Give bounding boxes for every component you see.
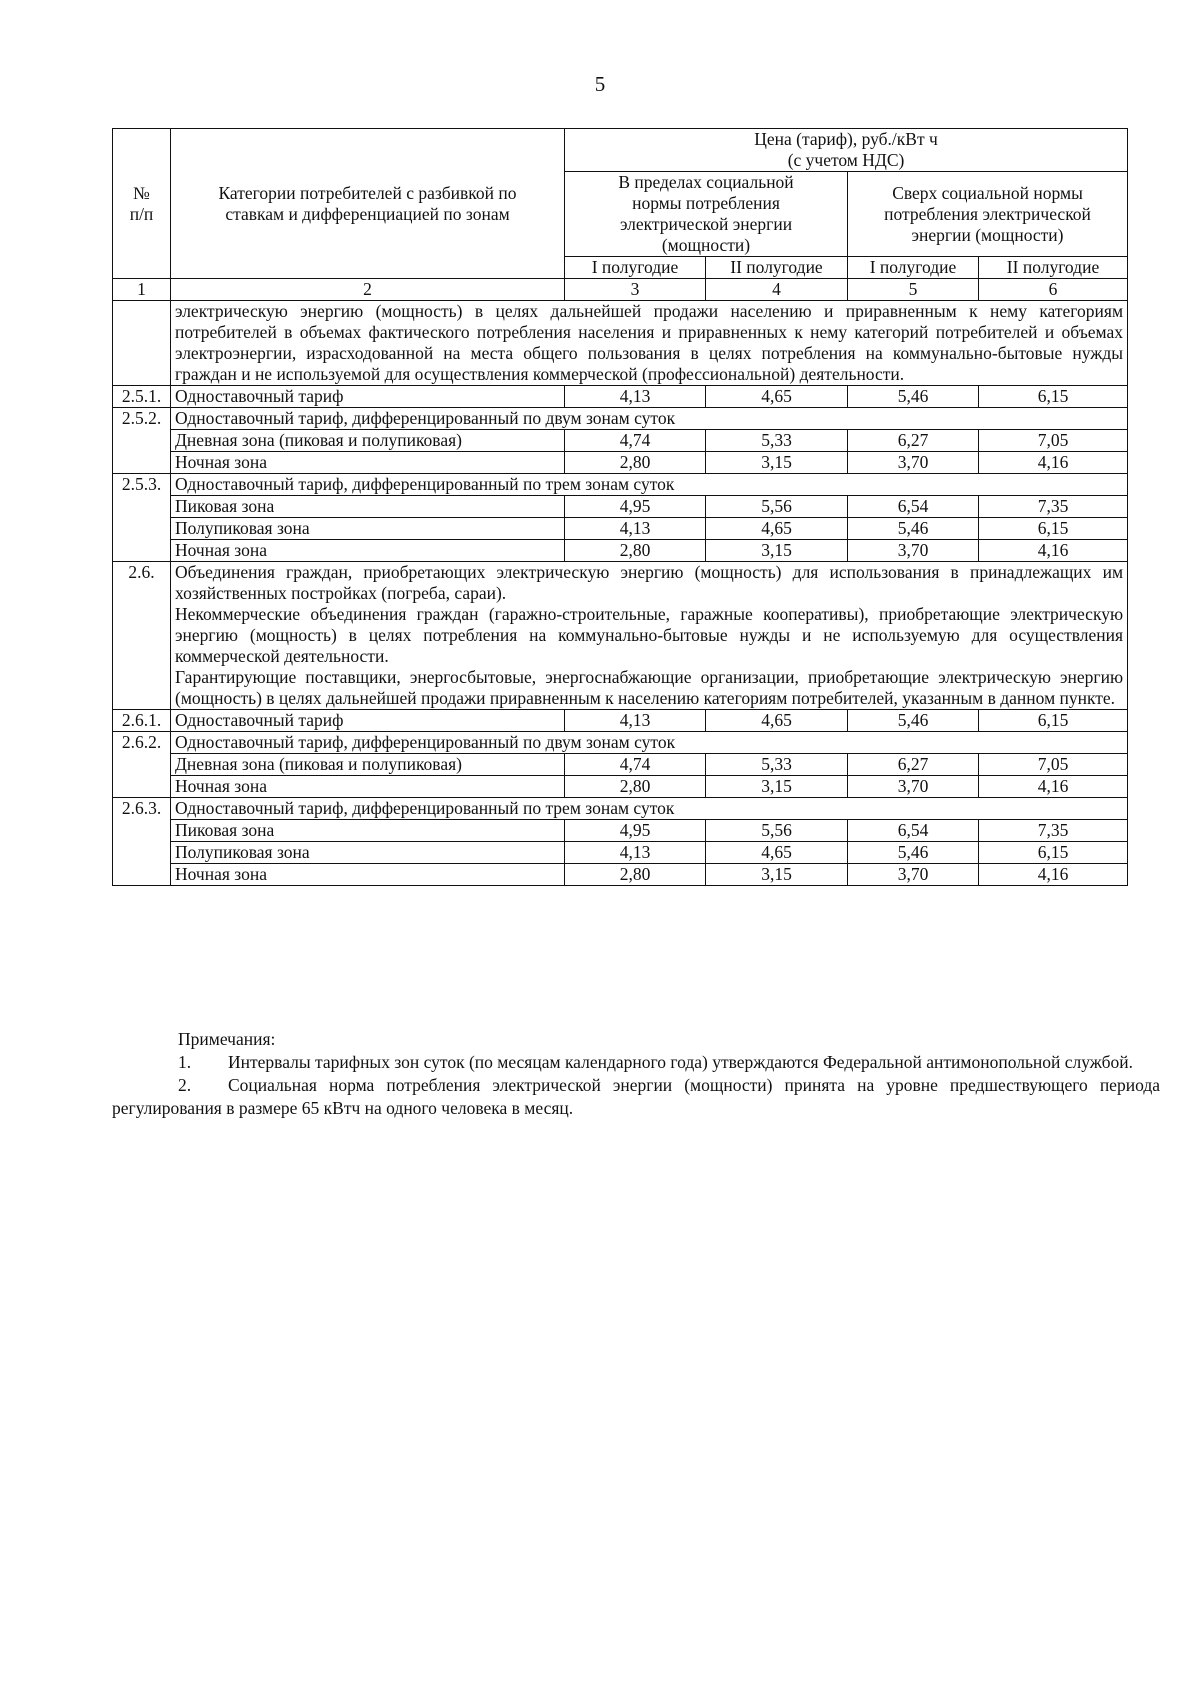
page-number: 5 <box>594 72 606 96</box>
table-row <box>113 842 1128 864</box>
row-group-label: Одноставочный тариф, дифференцированный по двум зонам суток <box>171 408 1128 430</box>
header-half-2: II полугодие <box>706 257 848 279</box>
table-row <box>113 430 1128 452</box>
row-label: Одноставочный тариф <box>171 710 565 732</box>
value-cell: 5,46 <box>848 842 979 864</box>
value-cell: 5,46 <box>848 518 979 540</box>
table-row <box>113 540 1128 562</box>
table-row <box>113 452 1128 474</box>
row-number: 2.6.2. <box>113 732 171 798</box>
table-row <box>113 496 1128 518</box>
value-cell: 7,35 <box>979 496 1128 518</box>
value-cell: 2,80 <box>565 452 706 474</box>
value-cell: 3,70 <box>848 452 979 474</box>
value-cell: 5,56 <box>706 496 848 518</box>
value-cell: 6,54 <box>848 496 979 518</box>
value-cell: 5,46 <box>848 710 979 732</box>
table-row <box>113 798 1128 820</box>
value-cell: 6,54 <box>848 820 979 842</box>
value-cell: 6,15 <box>979 518 1128 540</box>
value-cell: 4,95 <box>565 820 706 842</box>
row-label: Ночная зона <box>171 452 565 474</box>
col-number: 1 <box>113 279 171 301</box>
note-text: Интервалы тарифных зон суток (по месяцам календарного года) утверждаются Федеральной антимонопольной службой. <box>228 1052 1134 1072</box>
row-number: 2.5.2. <box>113 408 171 474</box>
column-numbers-row <box>113 279 1128 301</box>
row-label: Ночная зона <box>171 776 565 798</box>
row-label: Дневная зона (пиковая и полупиковая) <box>171 754 565 776</box>
row-number: 2.5.3. <box>113 474 171 562</box>
row-label: Одноставочный тариф <box>171 386 565 408</box>
col-number: 5 <box>848 279 979 301</box>
tariff-table <box>112 128 1128 886</box>
row-label: Ночная зона <box>171 864 565 886</box>
value-cell: 2,80 <box>565 540 706 562</box>
row-paragraph: Некоммерческие объединения граждан (гаражно-строительные, гаражные кооперативы), приобретающие электрическую энергию (мощность) в целях потребления на коммунально-бытовые нужды и не используемую для осуществления коммерческой деятельности. <box>175 604 1124 666</box>
row-group-label: Одноставочный тариф, дифференцированный по трем зонам суток <box>171 798 1128 820</box>
header-half-3: I полугодие <box>848 257 979 279</box>
value-cell: 6,27 <box>848 754 979 776</box>
col-number: 2 <box>171 279 565 301</box>
value-cell: 5,56 <box>706 820 848 842</box>
value-cell: 4,16 <box>979 452 1128 474</box>
row-group-label: Одноставочный тариф, дифференцированный по трем зонам суток <box>171 474 1128 496</box>
note-item <box>112 1051 1160 1074</box>
value-cell: 4,74 <box>565 430 706 452</box>
value-cell: 3,70 <box>848 776 979 798</box>
table-row <box>113 301 1128 386</box>
value-cell: 5,33 <box>706 754 848 776</box>
value-cell: 3,70 <box>848 540 979 562</box>
table-row <box>113 386 1128 408</box>
value-cell: 4,16 <box>979 540 1128 562</box>
value-cell: 4,13 <box>565 710 706 732</box>
value-cell: 4,65 <box>706 842 848 864</box>
header-category: Категории потребителей с разбивкой по ставкам и дифференциацией по зонам <box>171 129 565 279</box>
value-cell: 3,15 <box>706 776 848 798</box>
row-description: электрическую энергию (мощность) в целях дальнейшей продажи населению и приравненным к нему категориям потребителей в объемах фактического потребления населения и приравненных к нему категорий потребителей и объемах электроэнергии, израсходованной на места общего пользования в целях потребления на коммунально-бытовые нужды граждан и не используемой для осуществления коммерческой (профессиональной) деятельности. <box>171 301 1128 386</box>
value-cell: 4,16 <box>979 864 1128 886</box>
row-group-label: Одноставочный тариф, дифференцированный по двум зонам суток <box>171 732 1128 754</box>
value-cell: 4,13 <box>565 386 706 408</box>
row-label: Полупиковая зона <box>171 842 565 864</box>
row-number: 2.6. <box>113 562 171 710</box>
table-row <box>113 776 1128 798</box>
row-label: Ночная зона <box>171 540 565 562</box>
value-cell: 6,15 <box>979 842 1128 864</box>
value-cell: 6,15 <box>979 386 1128 408</box>
value-cell: 6,15 <box>979 710 1128 732</box>
value-cell: 4,13 <box>565 518 706 540</box>
row-paragraph: Гарантирующие поставщики, энергосбытовые, энергоснабжающие организации, приобретающие электрическую энергию (мощность) в целях дальнейшей продажи приравненным к населению категориям потребителей, указанным в данном пункте. <box>175 667 1124 708</box>
col-number: 4 <box>706 279 848 301</box>
table-row <box>113 474 1128 496</box>
header-row <box>113 129 1128 172</box>
table-row <box>113 820 1128 842</box>
header-within-norm: В пределах социальной нормы потребления электрической энергии (мощности) <box>565 172 848 257</box>
notes-section <box>112 1028 1160 1120</box>
header-num: № п/п <box>113 129 171 279</box>
table-row <box>113 754 1128 776</box>
col-number: 3 <box>565 279 706 301</box>
row-label: Дневная зона (пиковая и полупиковая) <box>171 430 565 452</box>
value-cell: 3,15 <box>706 452 848 474</box>
table-row <box>113 864 1128 886</box>
value-cell: 4,95 <box>565 496 706 518</box>
value-cell: 4,16 <box>979 776 1128 798</box>
notes-title: Примечания: <box>178 1029 276 1049</box>
value-cell: 6,27 <box>848 430 979 452</box>
header-half-1: I полугодие <box>565 257 706 279</box>
note-index: 1. <box>178 1052 192 1072</box>
value-cell: 5,33 <box>706 430 848 452</box>
row-label: Пиковая зона <box>171 820 565 842</box>
value-cell: 7,35 <box>979 820 1128 842</box>
row-number <box>113 301 171 386</box>
value-cell: 7,05 <box>979 430 1128 452</box>
table-row <box>113 732 1128 754</box>
value-cell: 2,80 <box>565 776 706 798</box>
row-number: 2.5.1. <box>113 386 171 408</box>
row-label: Полупиковая зона <box>171 518 565 540</box>
header-price: Цена (тариф), руб./кВт ч (с учетом НДС) <box>565 129 1128 172</box>
table-row <box>113 518 1128 540</box>
value-cell: 2,80 <box>565 864 706 886</box>
row-number: 2.6.1. <box>113 710 171 732</box>
note-text: Социальная норма потребления электрической энергии (мощности) принята на уровне предшествующего периода регулирования в размере 65 кВтч на одного человека в месяц. <box>112 1075 1160 1118</box>
value-cell: 3,70 <box>848 864 979 886</box>
value-cell: 3,15 <box>706 540 848 562</box>
value-cell: 4,65 <box>706 518 848 540</box>
row-label: Пиковая зона <box>171 496 565 518</box>
value-cell: 3,15 <box>706 864 848 886</box>
table-row <box>113 562 1128 710</box>
col-number: 6 <box>979 279 1128 301</box>
note-item <box>112 1074 1160 1120</box>
row-paragraph: Объединения граждан, приобретающих электрическую энергию (мощность) для использования в принадлежащих им хозяйственных постройках (погреба, сараи). <box>175 562 1124 603</box>
value-cell: 4,65 <box>706 386 848 408</box>
table-row <box>113 408 1128 430</box>
value-cell: 4,65 <box>706 710 848 732</box>
row-description <box>171 562 1128 710</box>
value-cell: 4,74 <box>565 754 706 776</box>
value-cell: 5,46 <box>848 386 979 408</box>
header-above-norm: Сверх социальной нормы потребления электрической энергии (мощности) <box>848 172 1128 257</box>
value-cell: 7,05 <box>979 754 1128 776</box>
table-row <box>113 710 1128 732</box>
value-cell: 4,13 <box>565 842 706 864</box>
note-index: 2. <box>178 1075 192 1095</box>
header-half-4: II полугодие <box>979 257 1128 279</box>
row-number: 2.6.3. <box>113 798 171 886</box>
